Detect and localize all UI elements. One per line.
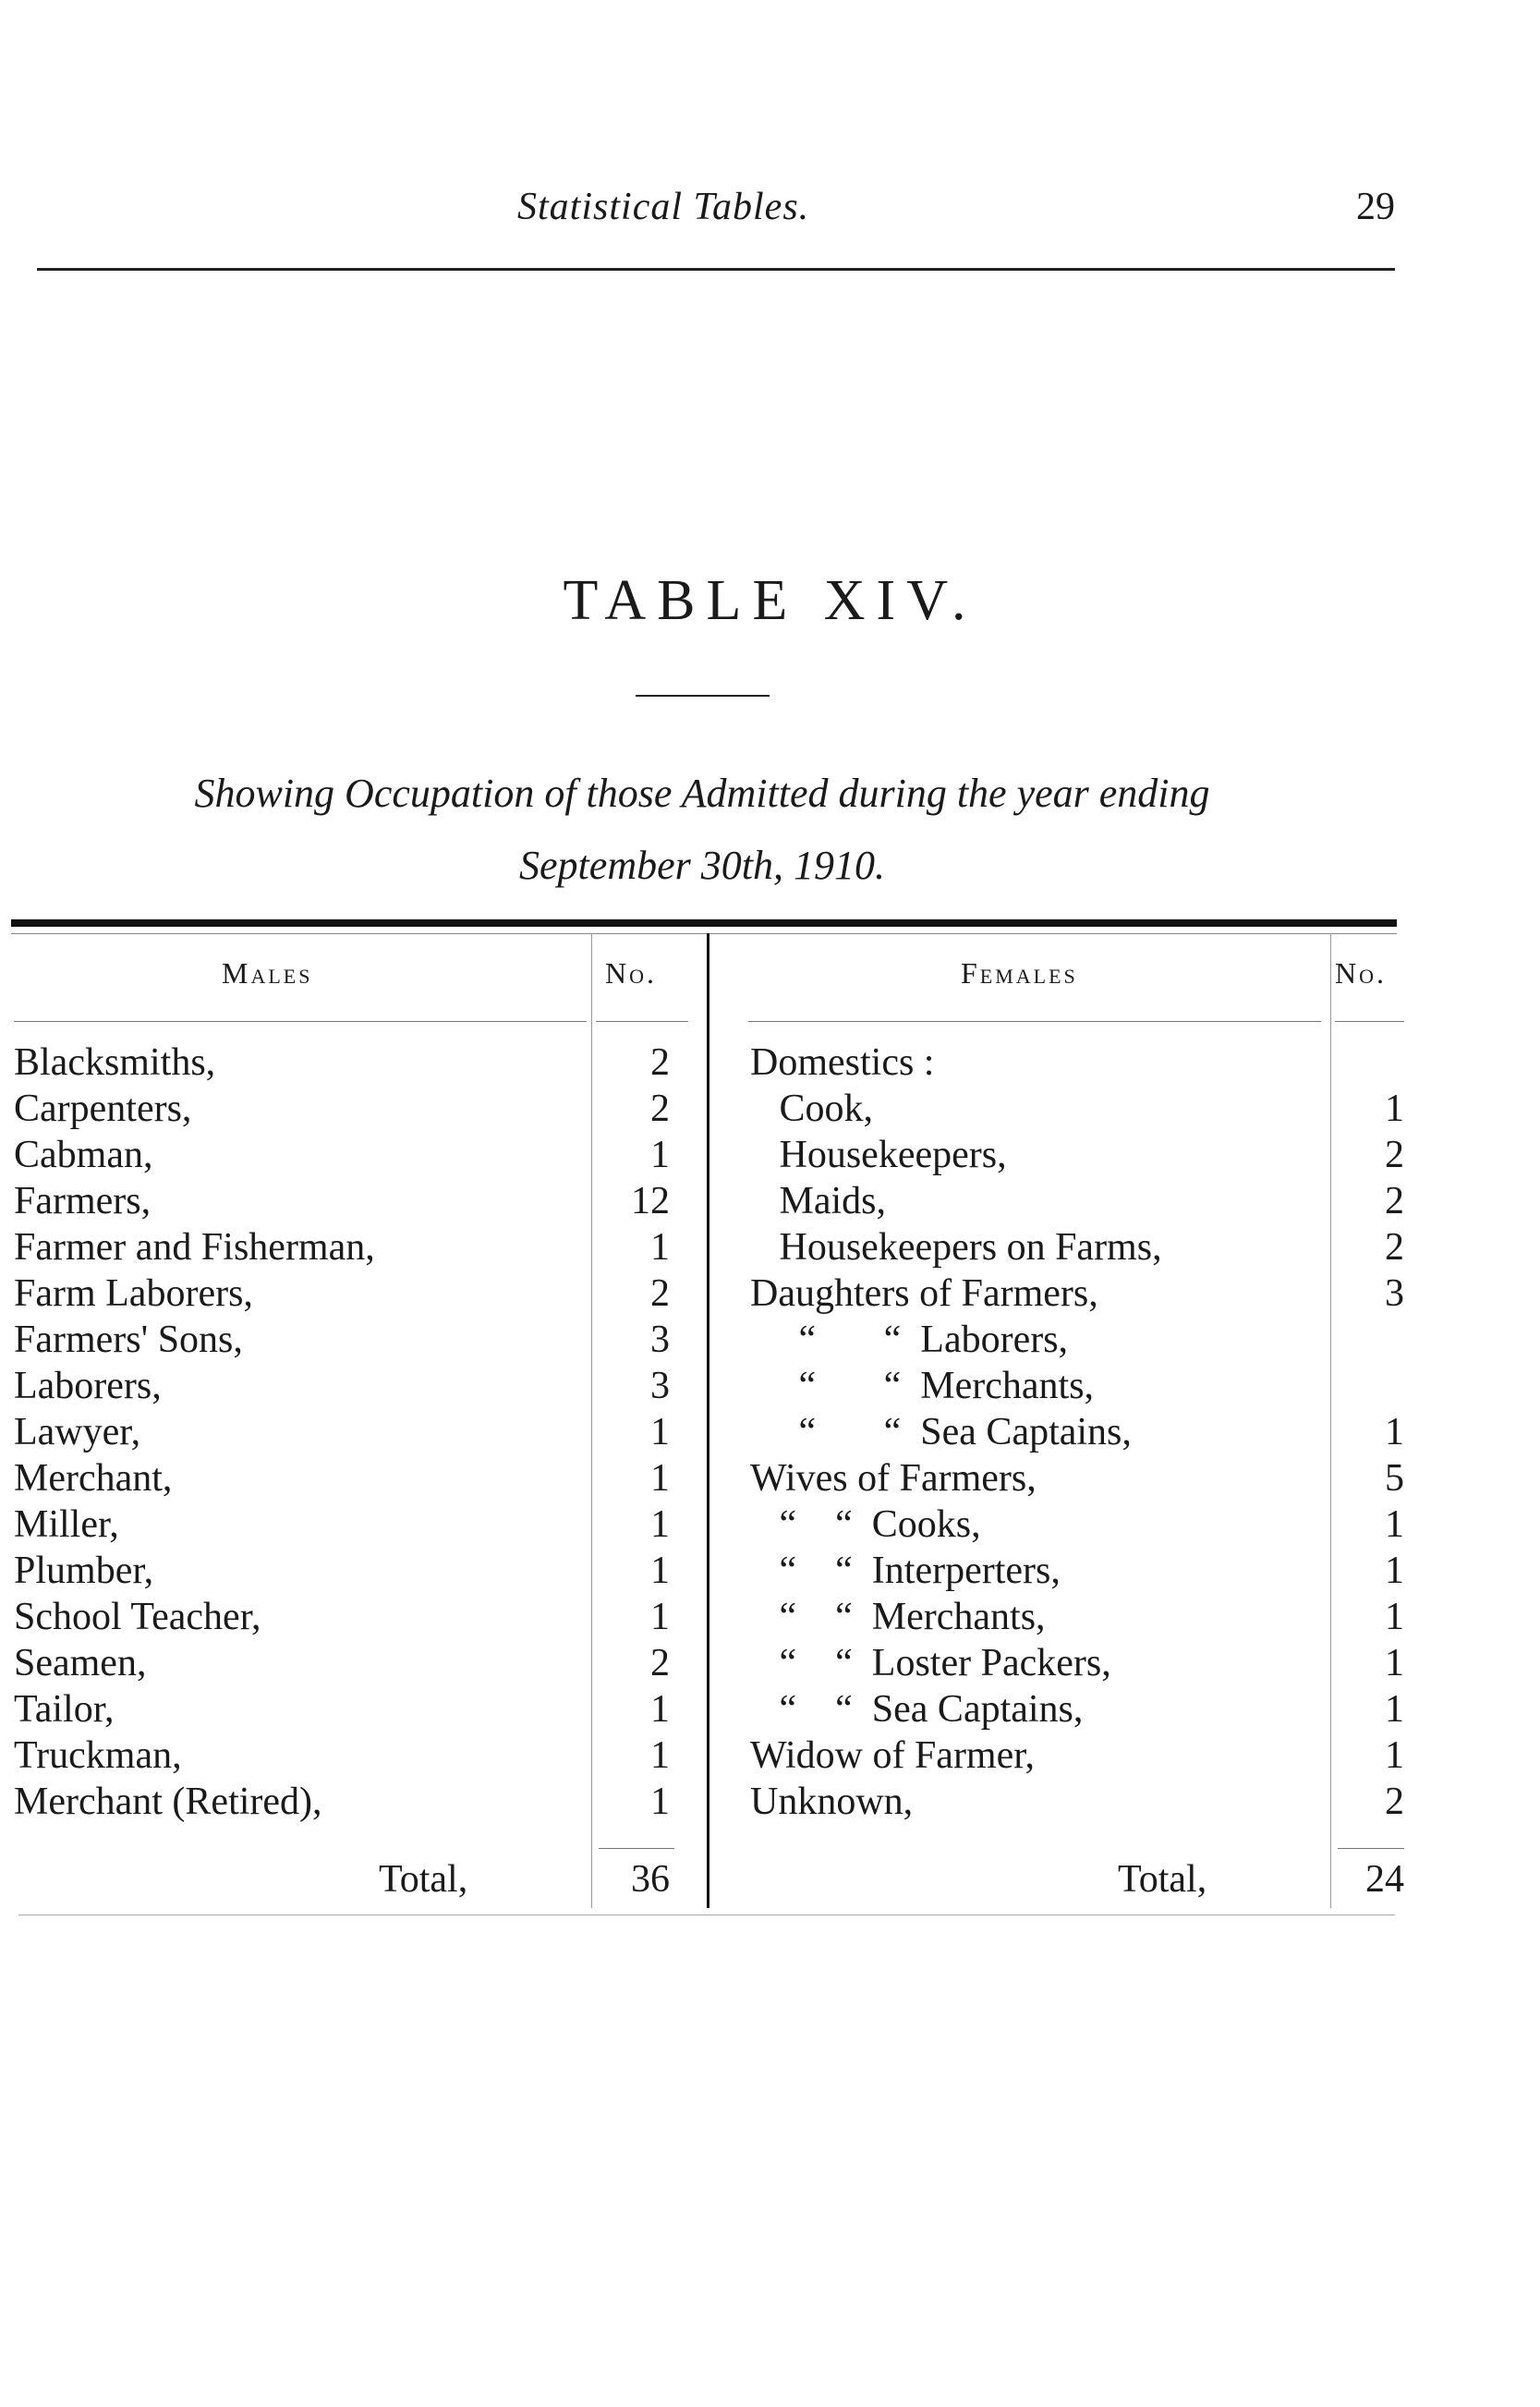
males-row-label: Laborers,: [14, 1365, 162, 1407]
column-divider: [591, 933, 592, 1908]
males-row-label: Tailor,: [14, 1688, 115, 1731]
males-row-no: 1: [650, 1596, 670, 1638]
males-row-no: 3: [650, 1319, 670, 1361]
males-labels: [14, 1039, 587, 1825]
running-title: Statistical Tables.: [517, 186, 810, 228]
males-row-no: 2: [650, 1642, 670, 1684]
males-row-label: Cabman,: [14, 1134, 153, 1176]
males-total-rule: [599, 1848, 674, 1849]
females-row-label: Housekeepers on Farms,: [750, 1226, 1162, 1269]
running-head: [0, 185, 1540, 240]
males-row-no: 3: [650, 1365, 670, 1407]
females-no-column-header: No.: [1335, 956, 1387, 990]
males-total-value: 36: [631, 1858, 670, 1901]
females-column-header: Females: [961, 956, 1078, 990]
center-divider: [707, 933, 709, 1908]
header-underline: [596, 1021, 688, 1022]
males-row-label: Farmer and Fisherman,: [14, 1226, 375, 1269]
females-row-label: “ “ Sea Captains,: [750, 1411, 1132, 1453]
females-total-value: 24: [1365, 1858, 1404, 1901]
females-total-label: Total,: [1118, 1858, 1207, 1901]
females-row-label: Housekeepers,: [750, 1134, 1007, 1176]
females-total-rule: [1338, 1848, 1404, 1849]
header-underline: [748, 1021, 1321, 1022]
males-row-no: 2: [650, 1041, 670, 1084]
males-row-no: 2: [650, 1088, 670, 1130]
females-row-no: 1: [1385, 1734, 1404, 1777]
females-row-no: 2: [1385, 1226, 1404, 1269]
males-row-no: 1: [650, 1134, 670, 1176]
males-row-no: 1: [650, 1734, 670, 1777]
females-row-no: 1: [1385, 1550, 1404, 1592]
females-row-label: “ “ Interperters,: [750, 1550, 1061, 1592]
males-row-no: 1: [650, 1503, 670, 1546]
females-row-no: 1: [1385, 1688, 1404, 1731]
males-row-label: Merchant,: [14, 1457, 173, 1500]
females-row-label: “ “ Merchants,: [750, 1596, 1046, 1638]
males-row-label: School Teacher,: [14, 1596, 261, 1638]
page-number: 29: [1356, 186, 1395, 228]
females-row-no: [1335, 1039, 1404, 1086]
males-row-label: Plumber,: [14, 1550, 154, 1592]
males-no-column-header: No.: [605, 956, 657, 990]
caption-line-2: September 30th, 1910.: [519, 843, 885, 888]
females-row-label: Domestics :: [750, 1041, 935, 1084]
females-row-no: 2: [1385, 1134, 1404, 1176]
females-row-label: Widow of Farmer,: [750, 1734, 1036, 1777]
females-row-label: “ “ Sea Captains,: [750, 1688, 1084, 1731]
females-row-no: 2: [1385, 1781, 1404, 1823]
males-row-label: Farmers' Sons,: [14, 1319, 243, 1361]
males-row-no: 12: [631, 1180, 670, 1222]
females-row-label: Wives of Farmers,: [750, 1457, 1037, 1500]
females-row-label: Cook,: [750, 1088, 874, 1130]
females-row-no: 1: [1385, 1596, 1404, 1638]
females-row-no: 5: [1385, 1457, 1404, 1500]
table-top-rule: [11, 919, 1397, 927]
females-row-label: “ “ Laborers,: [750, 1319, 1069, 1361]
females-row-label: Unknown,: [750, 1781, 914, 1823]
females-row-label: “ “ Cooks,: [750, 1503, 981, 1546]
males-row-label: Seamen,: [14, 1642, 147, 1684]
females-row-label: Daughters of Farmers,: [750, 1272, 1098, 1315]
column-divider: [1330, 933, 1331, 1908]
title-rule: [636, 695, 770, 697]
females-row-label: “ “ Merchants,: [750, 1365, 1095, 1407]
females-numbers: [1335, 1039, 1404, 1825]
males-row-label: Farmers,: [14, 1180, 152, 1222]
females-row-no: [1335, 1363, 1404, 1409]
males-total-label: Total,: [379, 1858, 468, 1901]
males-row-no: 1: [650, 1457, 670, 1500]
males-row-label: Merchant (Retired),: [14, 1781, 322, 1823]
females-row-label: “ “ Loster Packers,: [750, 1642, 1111, 1684]
males-column-header: Males: [222, 956, 313, 990]
males-numbers: [600, 1039, 670, 1825]
males-row-no: 1: [650, 1550, 670, 1592]
males-row-no: 1: [650, 1226, 670, 1269]
header-rule: [37, 268, 1395, 271]
males-row-label: Carpenters,: [14, 1088, 192, 1130]
females-row-no: 3: [1385, 1272, 1404, 1315]
males-row-label: Miller,: [14, 1503, 119, 1546]
males-row-label: Truckman,: [14, 1734, 182, 1777]
table-caption: [55, 758, 1349, 902]
males-row-label: Blacksmiths,: [14, 1041, 216, 1084]
males-row-no: 1: [650, 1781, 670, 1823]
males-row-no: 1: [650, 1411, 670, 1453]
females-row-no: 1: [1385, 1088, 1404, 1130]
table-title: TABLE XIV.: [563, 569, 977, 632]
females-row-no: [1335, 1317, 1404, 1363]
females-row-no: 1: [1385, 1411, 1404, 1453]
males-row-no: 2: [650, 1272, 670, 1315]
males-row-no: 1: [650, 1688, 670, 1731]
females-row-label: Maids,: [750, 1180, 886, 1222]
females-labels: [750, 1039, 1328, 1825]
header-underline: [14, 1021, 587, 1022]
males-row-label: Lawyer,: [14, 1411, 141, 1453]
females-row-no: 1: [1385, 1642, 1404, 1684]
header-underline: [1335, 1021, 1404, 1022]
females-row-no: 2: [1385, 1180, 1404, 1222]
table-top-thin-rule: [11, 933, 1397, 934]
caption-line-1: Showing Occupation of those Admitted during the year ending: [194, 771, 1210, 816]
females-row-no: 1: [1385, 1503, 1404, 1546]
males-row-label: Farm Laborers,: [14, 1272, 253, 1315]
